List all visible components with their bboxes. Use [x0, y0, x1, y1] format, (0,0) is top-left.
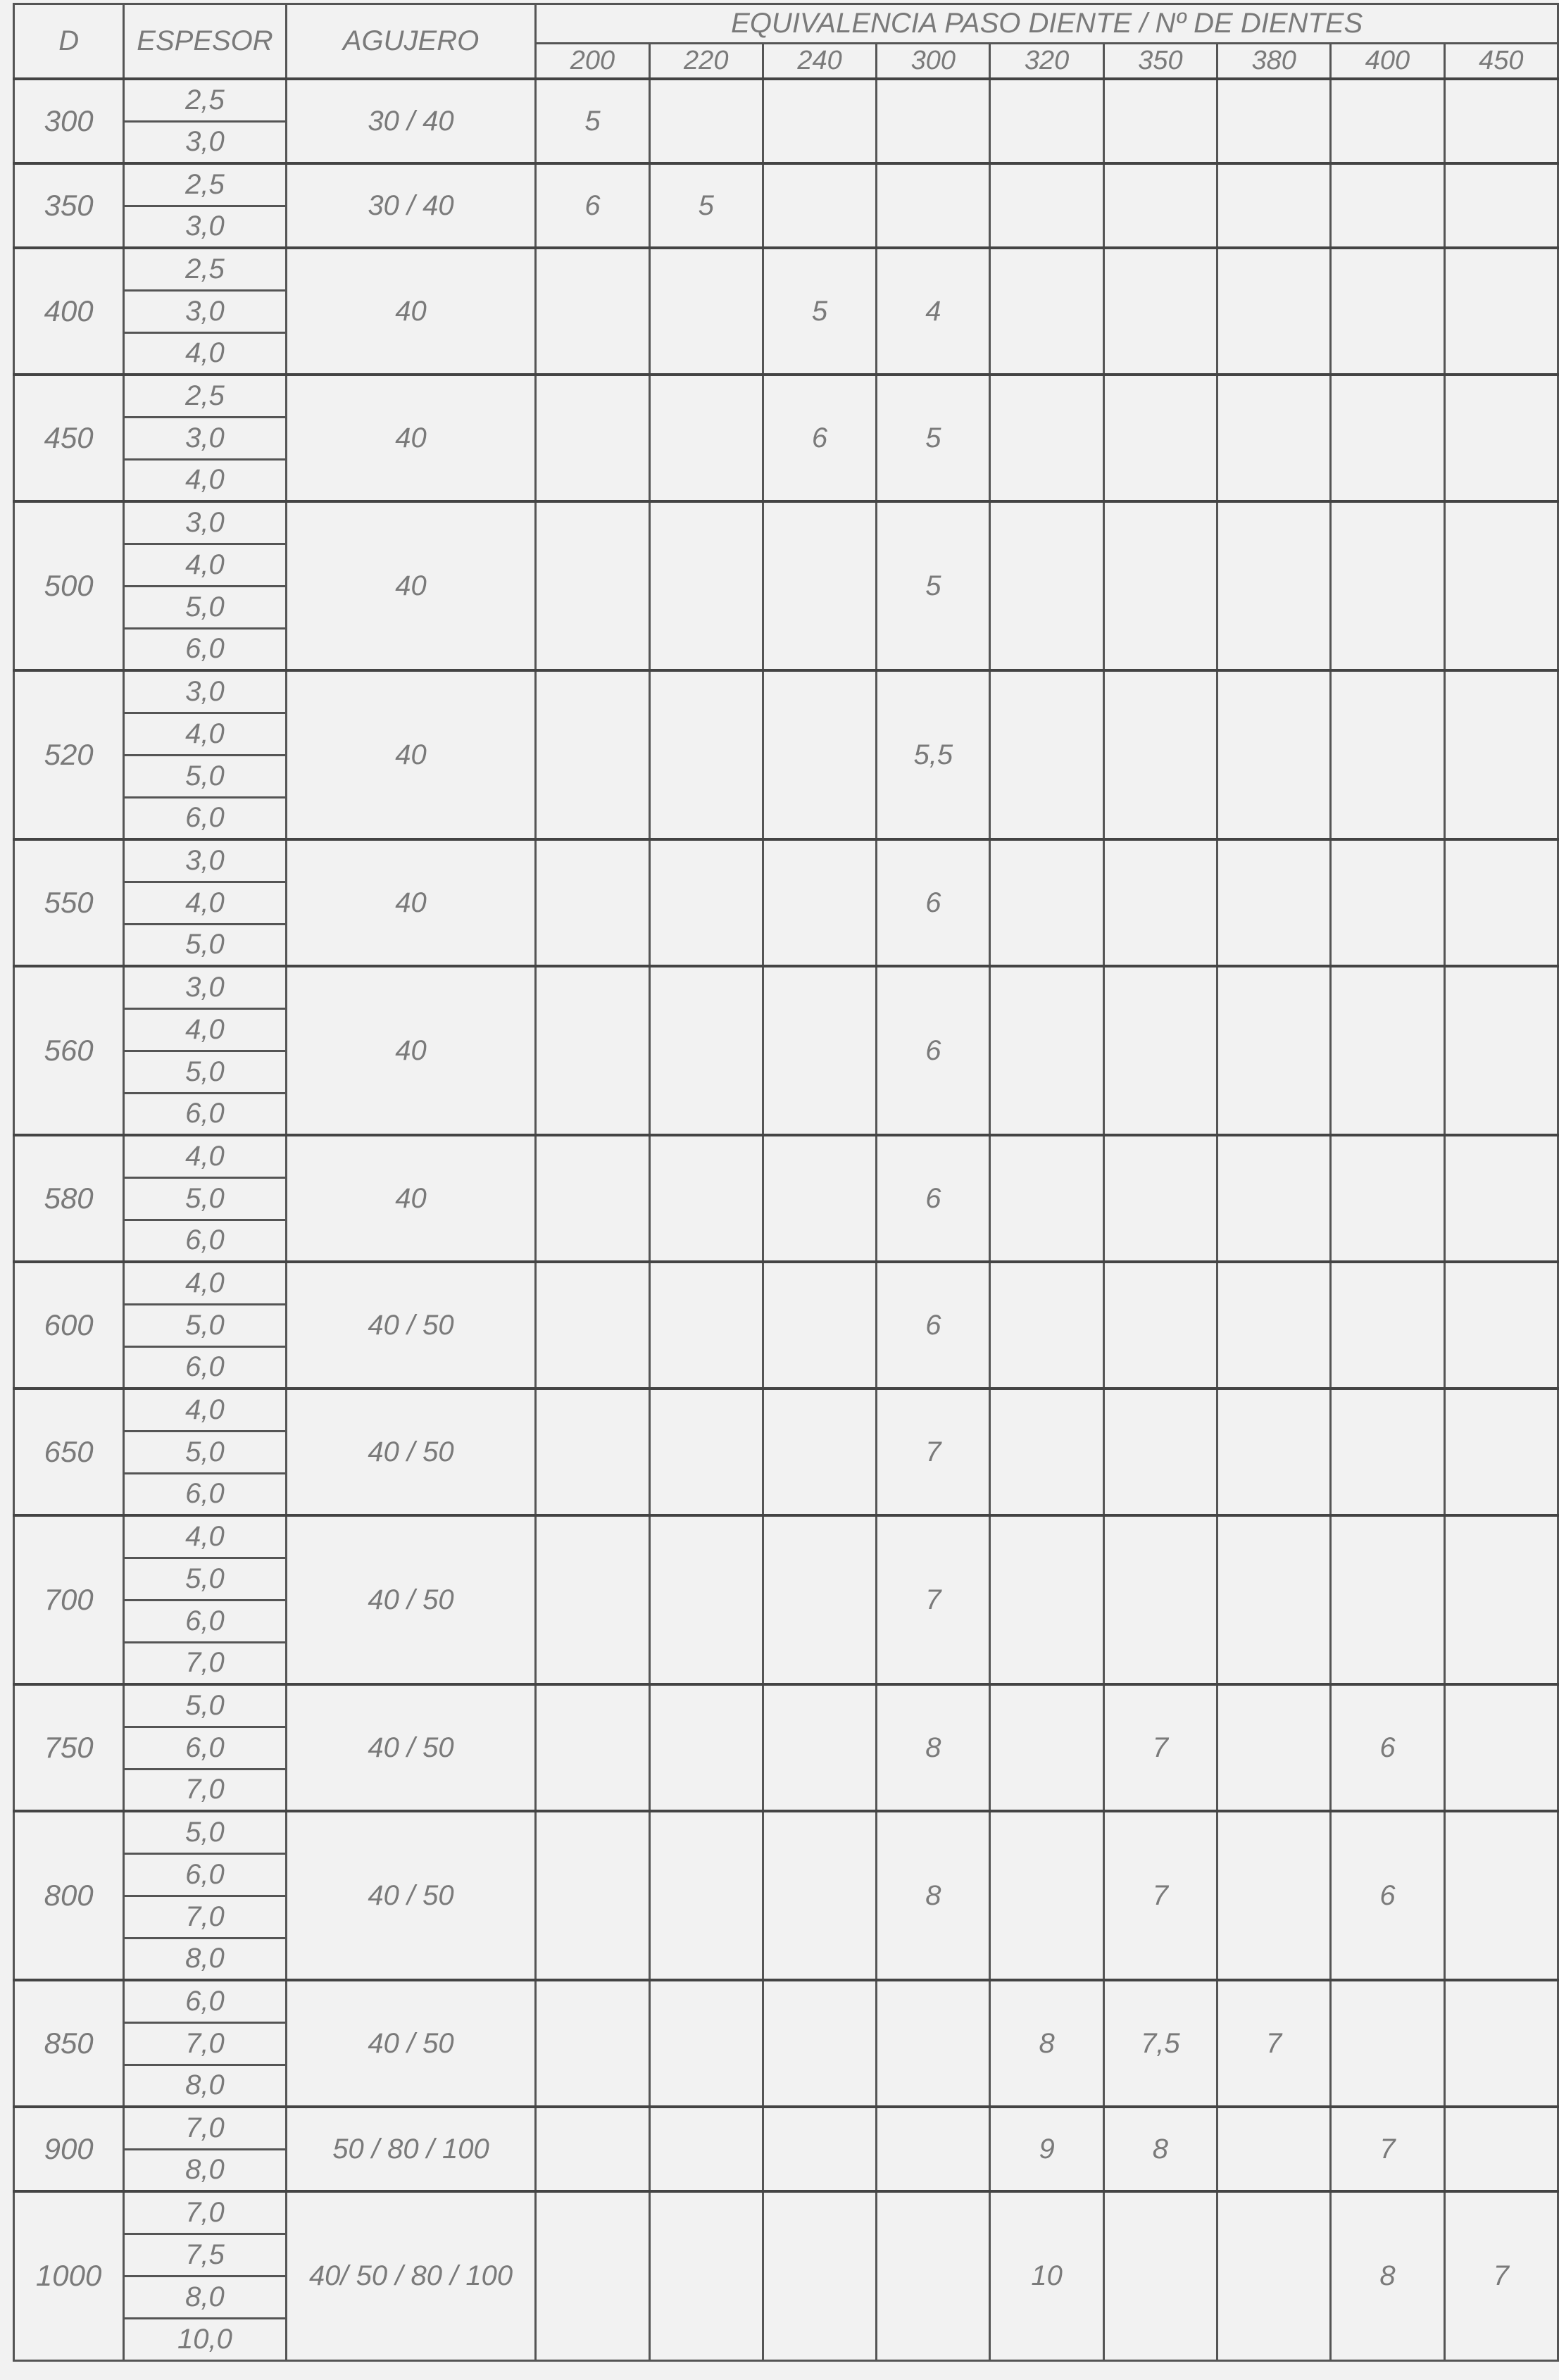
teeth-cell-220 — [649, 1811, 763, 1980]
agujero-cell: 40 / 50 — [286, 1980, 536, 2107]
agujero-cell: 40/ 50 / 80 / 100 — [286, 2191, 536, 2360]
diameter-cell: 520 — [14, 670, 124, 839]
teeth-cell-200 — [536, 1135, 649, 1262]
teeth-cell-240 — [763, 501, 876, 670]
teeth-cell-400 — [1331, 1515, 1444, 1684]
teeth-cell-320 — [990, 79, 1103, 163]
header-paso-400: 400 — [1331, 44, 1444, 80]
agujero-cell: 50 / 80 / 100 — [286, 2107, 536, 2191]
teeth-cell-380 — [1217, 1135, 1331, 1262]
espesor-cell: 3,0 — [124, 670, 286, 713]
teeth-cell-400: 6 — [1331, 1684, 1444, 1811]
espesor-cell: 6,0 — [124, 797, 286, 839]
teeth-cell-350 — [1103, 1262, 1217, 1389]
diameter-cell: 750 — [14, 1684, 124, 1811]
agujero-cell: 40 — [286, 966, 536, 1135]
teeth-cell-220 — [649, 79, 763, 163]
table-row — [14, 1684, 1558, 1727]
agujero-cell: 40 / 50 — [286, 1811, 536, 1980]
teeth-cell-400 — [1331, 501, 1444, 670]
teeth-cell-200 — [536, 1980, 649, 2107]
espesor-cell: 7,0 — [124, 2191, 286, 2234]
teeth-cell-240 — [763, 163, 876, 248]
agujero-cell: 40 — [286, 670, 536, 839]
teeth-cell-400 — [1331, 375, 1444, 501]
teeth-cell-240: 5 — [763, 248, 876, 375]
teeth-cell-200 — [536, 248, 649, 375]
espesor-cell: 4,0 — [124, 713, 286, 755]
espesor-cell: 5,0 — [124, 1051, 286, 1093]
espesor-cell: 4,0 — [124, 1262, 286, 1304]
teeth-cell-350: 7 — [1103, 1684, 1217, 1811]
espesor-cell: 4,0 — [124, 1008, 286, 1051]
table-row — [14, 839, 1558, 882]
teeth-cell-350: 8 — [1103, 2107, 1217, 2191]
espesor-cell: 8,0 — [124, 1938, 286, 1980]
agujero-cell: 30 / 40 — [286, 79, 536, 163]
diameter-cell: 1000 — [14, 2191, 124, 2360]
teeth-cell-320 — [990, 248, 1103, 375]
teeth-cell-380 — [1217, 375, 1331, 501]
header-paso-300: 300 — [877, 44, 990, 80]
table-row — [14, 1262, 1558, 1304]
teeth-cell-320 — [990, 1135, 1103, 1262]
espesor-cell: 5,0 — [124, 755, 286, 797]
teeth-cell-240 — [763, 1389, 876, 1515]
table-row — [14, 79, 1558, 121]
diameter-cell: 700 — [14, 1515, 124, 1684]
diameter-cell: 550 — [14, 839, 124, 966]
table-row — [14, 163, 1558, 206]
header-d: D — [14, 4, 124, 80]
teeth-cell-200 — [536, 1515, 649, 1684]
header-paso-320: 320 — [990, 44, 1103, 80]
teeth-cell-240 — [763, 1980, 876, 2107]
teeth-cell-240 — [763, 1811, 876, 1980]
espesor-cell: 3,0 — [124, 290, 286, 332]
teeth-cell-300: 5,5 — [877, 670, 990, 839]
espesor-cell: 7,5 — [124, 2234, 286, 2276]
teeth-cell-450 — [1444, 839, 1558, 966]
teeth-cell-320 — [990, 670, 1103, 839]
espesor-cell: 7,0 — [124, 1896, 286, 1938]
teeth-cell-240 — [763, 79, 876, 163]
teeth-cell-240 — [763, 1135, 876, 1262]
espesor-cell: 5,0 — [124, 924, 286, 966]
teeth-cell-380 — [1217, 163, 1331, 248]
teeth-cell-200 — [536, 966, 649, 1135]
teeth-cell-220 — [649, 670, 763, 839]
teeth-cell-400 — [1331, 1262, 1444, 1389]
teeth-cell-300: 6 — [877, 1262, 990, 1389]
teeth-cell-450 — [1444, 1684, 1558, 1811]
teeth-cell-240 — [763, 1684, 876, 1811]
diameter-cell: 650 — [14, 1389, 124, 1515]
teeth-cell-220 — [649, 1684, 763, 1811]
teeth-cell-380 — [1217, 1389, 1331, 1515]
teeth-cell-240 — [763, 839, 876, 966]
agujero-cell: 40 / 50 — [286, 1684, 536, 1811]
espesor-cell: 2,5 — [124, 248, 286, 290]
header-paso-380: 380 — [1217, 44, 1331, 80]
teeth-cell-300 — [877, 2191, 990, 2360]
teeth-cell-380 — [1217, 1515, 1331, 1684]
teeth-cell-200 — [536, 501, 649, 670]
table-row — [14, 2107, 1558, 2149]
teeth-cell-450 — [1444, 248, 1558, 375]
teeth-cell-300: 8 — [877, 1811, 990, 1980]
teeth-cell-380 — [1217, 670, 1331, 839]
teeth-cell-350 — [1103, 501, 1217, 670]
diameter-cell: 400 — [14, 248, 124, 375]
teeth-cell-450 — [1444, 2107, 1558, 2191]
teeth-cell-300: 7 — [877, 1389, 990, 1515]
espesor-cell: 2,5 — [124, 79, 286, 121]
teeth-cell-350: 7,5 — [1103, 1980, 1217, 2107]
teeth-cell-350 — [1103, 163, 1217, 248]
teeth-cell-320 — [990, 163, 1103, 248]
teeth-cell-450 — [1444, 966, 1558, 1135]
teeth-cell-320 — [990, 839, 1103, 966]
teeth-cell-200 — [536, 375, 649, 501]
teeth-cell-200 — [536, 670, 649, 839]
teeth-cell-240 — [763, 966, 876, 1135]
agujero-cell: 40 — [286, 839, 536, 966]
espesor-cell: 7,0 — [124, 1769, 286, 1811]
teeth-cell-400 — [1331, 248, 1444, 375]
espesor-cell: 6,0 — [124, 1346, 286, 1389]
agujero-cell: 40 — [286, 375, 536, 501]
diameter-cell: 800 — [14, 1811, 124, 1980]
teeth-cell-350 — [1103, 79, 1217, 163]
espesor-cell: 8,0 — [124, 2149, 286, 2191]
table-row — [14, 1811, 1558, 1853]
diameter-cell: 350 — [14, 163, 124, 248]
teeth-cell-450 — [1444, 1135, 1558, 1262]
espesor-cell: 4,0 — [124, 1135, 286, 1177]
teeth-cell-300 — [877, 2107, 990, 2191]
table-row — [14, 966, 1558, 1008]
teeth-cell-220 — [649, 501, 763, 670]
espesor-cell: 3,0 — [124, 206, 286, 248]
teeth-cell-220 — [649, 2107, 763, 2191]
teeth-cell-380 — [1217, 2191, 1331, 2360]
teeth-cell-220: 5 — [649, 163, 763, 248]
teeth-cell-450 — [1444, 1262, 1558, 1389]
teeth-cell-380 — [1217, 248, 1331, 375]
espesor-cell: 5,0 — [124, 586, 286, 628]
teeth-cell-220 — [649, 375, 763, 501]
teeth-cell-220 — [649, 966, 763, 1135]
table-row — [14, 1980, 1558, 2022]
espesor-cell: 6,0 — [124, 628, 286, 670]
teeth-cell-240 — [763, 1262, 876, 1389]
espesor-cell: 6,0 — [124, 1727, 286, 1769]
teeth-cell-200 — [536, 2107, 649, 2191]
table-row — [14, 1389, 1558, 1431]
diameter-cell: 900 — [14, 2107, 124, 2191]
espesor-cell: 3,0 — [124, 417, 286, 459]
teeth-cell-200 — [536, 1811, 649, 1980]
table-row — [14, 375, 1558, 417]
espesor-cell: 5,0 — [124, 1684, 286, 1727]
teeth-cell-450 — [1444, 1389, 1558, 1515]
teeth-cell-300 — [877, 79, 990, 163]
teeth-cell-400 — [1331, 163, 1444, 248]
teeth-cell-400: 7 — [1331, 2107, 1444, 2191]
agujero-cell: 40 / 50 — [286, 1262, 536, 1389]
teeth-cell-320 — [990, 1389, 1103, 1515]
teeth-cell-450 — [1444, 163, 1558, 248]
espesor-cell: 5,0 — [124, 1177, 286, 1220]
teeth-cell-240 — [763, 1515, 876, 1684]
teeth-cell-200 — [536, 2191, 649, 2360]
espesor-cell: 2,5 — [124, 375, 286, 417]
espesor-cell: 5,0 — [124, 1431, 286, 1473]
teeth-cell-350 — [1103, 2191, 1217, 2360]
teeth-cell-300: 5 — [877, 501, 990, 670]
teeth-cell-200: 5 — [536, 79, 649, 163]
teeth-cell-450 — [1444, 1811, 1558, 1980]
teeth-cell-220 — [649, 839, 763, 966]
teeth-cell-320 — [990, 501, 1103, 670]
table-row — [14, 670, 1558, 713]
teeth-cell-380 — [1217, 1811, 1331, 1980]
teeth-cell-300 — [877, 163, 990, 248]
agujero-cell: 40 — [286, 1135, 536, 1262]
teeth-cell-450 — [1444, 670, 1558, 839]
espesor-cell: 6,0 — [124, 1980, 286, 2022]
espesor-cell: 3,0 — [124, 121, 286, 163]
teeth-cell-300: 7 — [877, 1515, 990, 1684]
teeth-cell-400 — [1331, 79, 1444, 163]
teeth-cell-320: 10 — [990, 2191, 1103, 2360]
teeth-cell-320 — [990, 1684, 1103, 1811]
espesor-cell: 7,0 — [124, 1642, 286, 1684]
table-body — [14, 79, 1558, 2360]
teeth-cell-350 — [1103, 248, 1217, 375]
header-agujero: AGUJERO — [286, 4, 536, 80]
table-row — [14, 248, 1558, 290]
espesor-cell: 4,0 — [124, 882, 286, 924]
teeth-cell-350 — [1103, 839, 1217, 966]
teeth-cell-450 — [1444, 1515, 1558, 1684]
agujero-cell: 40 — [286, 248, 536, 375]
teeth-cell-450: 7 — [1444, 2191, 1558, 2360]
teeth-cell-400 — [1331, 1980, 1444, 2107]
teeth-cell-350 — [1103, 1389, 1217, 1515]
equivalence-table — [13, 3, 1559, 2362]
espesor-cell: 4,0 — [124, 332, 286, 375]
teeth-cell-220 — [649, 1515, 763, 1684]
espesor-cell: 6,0 — [124, 1853, 286, 1896]
teeth-cell-300: 6 — [877, 1135, 990, 1262]
agujero-cell: 40 — [286, 501, 536, 670]
teeth-cell-320: 8 — [990, 1980, 1103, 2107]
header-paso-240: 240 — [763, 44, 876, 80]
espesor-cell: 4,0 — [124, 1389, 286, 1431]
teeth-cell-220 — [649, 1980, 763, 2107]
teeth-cell-380: 7 — [1217, 1980, 1331, 2107]
agujero-cell: 40 / 50 — [286, 1515, 536, 1684]
teeth-cell-200 — [536, 1262, 649, 1389]
espesor-cell: 7,0 — [124, 2107, 286, 2149]
teeth-cell-380 — [1217, 839, 1331, 966]
agujero-cell: 40 / 50 — [286, 1389, 536, 1515]
teeth-cell-400 — [1331, 839, 1444, 966]
teeth-cell-450 — [1444, 501, 1558, 670]
diameter-cell: 300 — [14, 79, 124, 163]
header-paso-350: 350 — [1103, 44, 1217, 80]
header-paso-450: 450 — [1444, 44, 1558, 80]
espesor-cell: 4,0 — [124, 1515, 286, 1558]
table-row — [14, 1515, 1558, 1558]
table-row — [14, 501, 1558, 544]
espesor-cell: 8,0 — [124, 2065, 286, 2107]
espesor-cell: 3,0 — [124, 839, 286, 882]
espesor-cell: 4,0 — [124, 459, 286, 501]
teeth-cell-380 — [1217, 2107, 1331, 2191]
teeth-cell-400: 6 — [1331, 1811, 1444, 1980]
teeth-cell-320 — [990, 1811, 1103, 1980]
header-equivalencia: EQUIVALENCIA PASO DIENTE / Nº DE DIENTES — [536, 4, 1558, 44]
teeth-cell-300: 8 — [877, 1684, 990, 1811]
teeth-cell-350 — [1103, 670, 1217, 839]
teeth-cell-240 — [763, 2191, 876, 2360]
teeth-cell-300 — [877, 1980, 990, 2107]
teeth-cell-200 — [536, 839, 649, 966]
espesor-cell: 5,0 — [124, 1304, 286, 1346]
teeth-cell-400 — [1331, 966, 1444, 1135]
teeth-cell-200: 6 — [536, 163, 649, 248]
espesor-cell: 5,0 — [124, 1558, 286, 1600]
teeth-cell-450 — [1444, 375, 1558, 501]
teeth-cell-220 — [649, 248, 763, 375]
teeth-cell-400 — [1331, 1389, 1444, 1515]
espesor-cell: 3,0 — [124, 501, 286, 544]
espesor-cell: 8,0 — [124, 2276, 286, 2318]
teeth-cell-300: 6 — [877, 839, 990, 966]
header-paso-220: 220 — [649, 44, 763, 80]
teeth-cell-450 — [1444, 79, 1558, 163]
diameter-cell: 600 — [14, 1262, 124, 1389]
teeth-cell-200 — [536, 1389, 649, 1515]
teeth-cell-380 — [1217, 1684, 1331, 1811]
teeth-cell-220 — [649, 1135, 763, 1262]
teeth-cell-320 — [990, 1262, 1103, 1389]
teeth-cell-220 — [649, 1389, 763, 1515]
teeth-cell-320 — [990, 1515, 1103, 1684]
teeth-cell-300: 4 — [877, 248, 990, 375]
teeth-cell-350 — [1103, 375, 1217, 501]
teeth-cell-450 — [1444, 1980, 1558, 2107]
espesor-cell: 7,0 — [124, 2022, 286, 2065]
espesor-cell: 6,0 — [124, 1220, 286, 1262]
espesor-cell: 6,0 — [124, 1093, 286, 1135]
agujero-cell: 30 / 40 — [286, 163, 536, 248]
teeth-cell-380 — [1217, 1262, 1331, 1389]
teeth-cell-240 — [763, 670, 876, 839]
teeth-cell-400 — [1331, 1135, 1444, 1262]
teeth-cell-350 — [1103, 1515, 1217, 1684]
espesor-cell: 6,0 — [124, 1473, 286, 1515]
teeth-cell-350 — [1103, 966, 1217, 1135]
espesor-cell: 5,0 — [124, 1811, 286, 1853]
header-espesor: ESPESOR — [124, 4, 286, 80]
teeth-cell-220 — [649, 1262, 763, 1389]
teeth-cell-380 — [1217, 966, 1331, 1135]
teeth-cell-320 — [990, 966, 1103, 1135]
diameter-cell: 450 — [14, 375, 124, 501]
diameter-cell: 560 — [14, 966, 124, 1135]
teeth-cell-300: 6 — [877, 966, 990, 1135]
teeth-cell-380 — [1217, 79, 1331, 163]
espesor-cell: 2,5 — [124, 163, 286, 206]
teeth-cell-240 — [763, 2107, 876, 2191]
espesor-cell: 6,0 — [124, 1600, 286, 1642]
teeth-cell-350: 7 — [1103, 1811, 1217, 1980]
teeth-cell-300: 5 — [877, 375, 990, 501]
teeth-cell-320 — [990, 375, 1103, 501]
diameter-cell: 580 — [14, 1135, 124, 1262]
diameter-cell: 850 — [14, 1980, 124, 2107]
teeth-cell-220 — [649, 2191, 763, 2360]
teeth-cell-320: 9 — [990, 2107, 1103, 2191]
diameter-cell: 500 — [14, 501, 124, 670]
teeth-cell-380 — [1217, 501, 1331, 670]
espesor-cell: 10,0 — [124, 2318, 286, 2360]
header-paso-200: 200 — [536, 44, 649, 80]
teeth-cell-400: 8 — [1331, 2191, 1444, 2360]
teeth-cell-400 — [1331, 670, 1444, 839]
table-row — [14, 1135, 1558, 1177]
espesor-cell: 3,0 — [124, 966, 286, 1008]
table-row — [14, 2191, 1558, 2234]
table-header — [14, 4, 1558, 80]
teeth-cell-350 — [1103, 1135, 1217, 1262]
teeth-cell-240: 6 — [763, 375, 876, 501]
espesor-cell: 4,0 — [124, 544, 286, 586]
teeth-cell-200 — [536, 1684, 649, 1811]
